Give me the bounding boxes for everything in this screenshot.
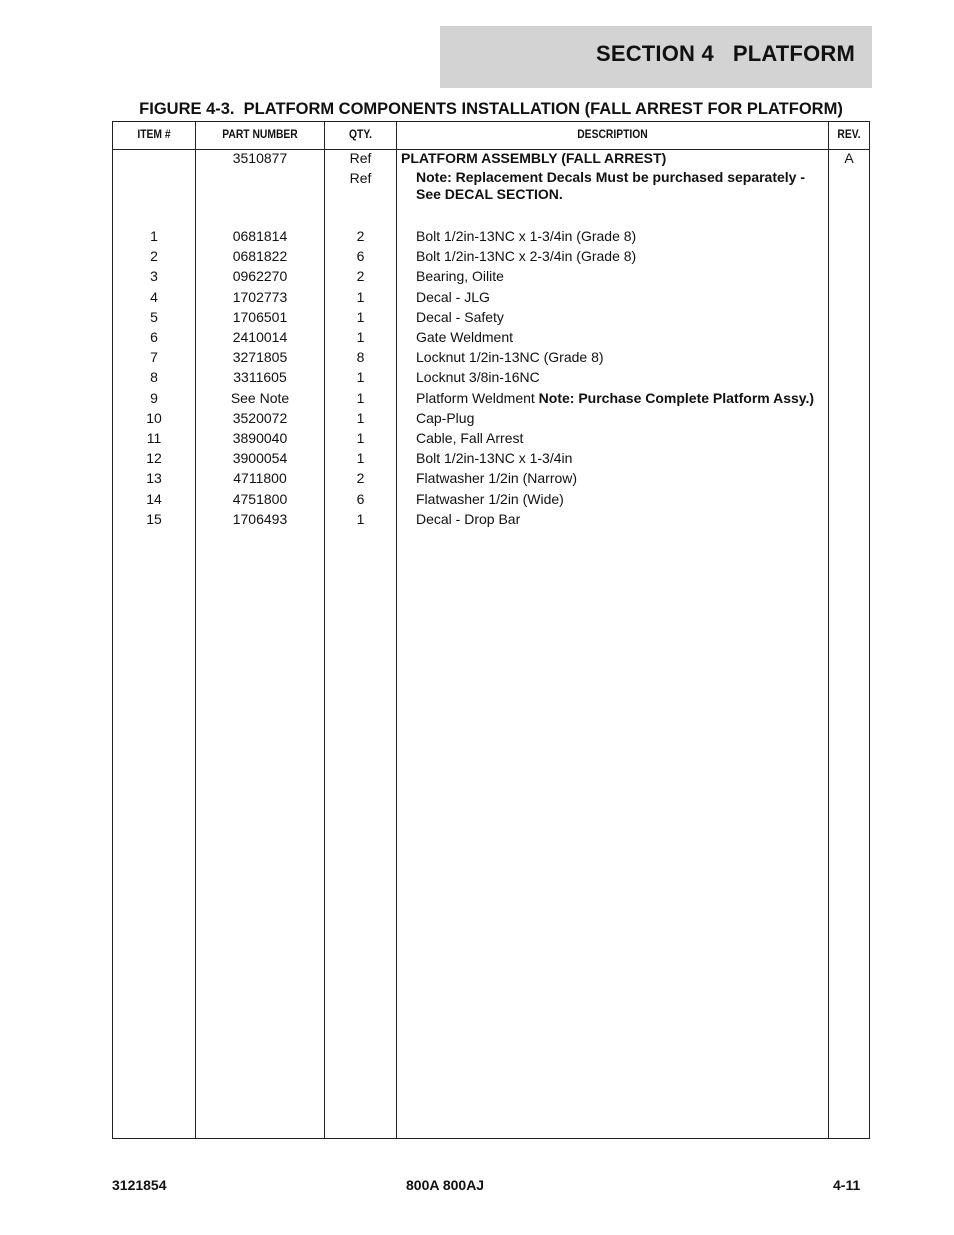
description-note: Note: Purchase Complete Platform Assy.) [538, 389, 815, 406]
item-number: 5 [150, 308, 158, 325]
description [416, 449, 826, 467]
item-number: 7 [150, 349, 158, 366]
description [416, 510, 826, 528]
quantity: 1 [356, 288, 365, 305]
table-row [113, 389, 869, 409]
quantity: 6 [356, 248, 365, 265]
description-text: Cable, Fall Arrest [416, 430, 524, 446]
description-text: Bearing, Oilite [416, 268, 504, 285]
quantity: 1 [356, 389, 365, 406]
table-row [113, 328, 869, 348]
item-number: 13 [146, 470, 162, 487]
item-number: 6 [150, 329, 158, 345]
description-text: Bolt 1/2in-13NC x 1-3/4in [416, 450, 573, 467]
table-row [113, 429, 869, 449]
quantity: 2 [356, 470, 365, 487]
description-text: Bolt 1/2in-13NC x 2-3/4in (Grade 8) [416, 248, 637, 265]
table-row [113, 449, 869, 469]
description [416, 288, 826, 306]
part-number: 0681814 [232, 228, 288, 244]
item-number: 1 [150, 228, 158, 244]
part-number: 3520072 [232, 409, 288, 426]
description [416, 328, 826, 346]
quantity: 6 [356, 490, 365, 507]
description [416, 429, 826, 447]
table-row [113, 510, 869, 530]
note-row [113, 169, 869, 209]
table-row [113, 288, 869, 308]
part-number: 3890040 [232, 430, 288, 446]
description-text: Locknut 3/8in-16NC [416, 369, 540, 386]
quantity: 1 [356, 450, 365, 467]
part-number: 0681822 [232, 248, 288, 265]
col-header-item: ITEM # [137, 127, 171, 141]
parts-table [112, 121, 870, 1139]
part-number: 3510877 [232, 150, 288, 166]
footer-model: 800A 800AJ [406, 1177, 485, 1193]
part-number: 1706501 [232, 308, 288, 325]
description [416, 267, 826, 285]
description-text: Locknut 1/2in-13NC (Grade 8) [416, 349, 604, 366]
item-number: 2 [150, 248, 158, 265]
quantity: 1 [356, 430, 365, 446]
section-title: SECTION 4 PLATFORM [595, 41, 855, 66]
part-number: 3900054 [232, 450, 288, 467]
part-number: 3271805 [232, 349, 288, 366]
quantity: 8 [356, 349, 365, 366]
description [416, 469, 826, 487]
item-number: 14 [146, 490, 162, 507]
part-number: See Note [230, 389, 290, 406]
description-text: Decal - Drop Bar [416, 510, 521, 527]
description-text: Cap-Plug [416, 409, 475, 426]
assembly-row [113, 149, 869, 169]
description-text: Flatwasher 1/2in (Narrow) [416, 470, 578, 487]
item-number: 4 [150, 288, 158, 305]
item-number: 15 [146, 510, 162, 527]
item-number: 9 [150, 389, 158, 406]
description [416, 227, 826, 245]
item-number: 10 [146, 409, 162, 426]
item-number: 3 [150, 268, 158, 285]
description [416, 409, 826, 427]
description [416, 389, 826, 407]
quantity: 1 [356, 510, 365, 527]
description-text: Platform Weldment [416, 389, 539, 406]
description: PLATFORM ASSEMBLY (FALL ARREST) [401, 150, 667, 166]
description [416, 308, 826, 326]
footer-manual-number: 3121854 [112, 1177, 167, 1193]
figure-title: FIGURE 4-3. PLATFORM COMPONENTS INSTALLATION (FALL ARREST FOR PLATFORM) [139, 100, 843, 118]
item-number: 11 [146, 430, 162, 446]
part-number: 0962270 [232, 268, 288, 285]
part-number: 1706493 [232, 510, 288, 527]
description-text: Decal - Safety [416, 308, 504, 325]
replacement-decal-note: Note: Replacement Decals Must be purchased separately - See DECAL SECTION. [416, 169, 806, 202]
part-number: 2410014 [232, 329, 288, 345]
description [416, 247, 826, 265]
part-number: 3311605 [233, 369, 287, 386]
quantity: 2 [356, 268, 365, 285]
table-row [113, 247, 869, 267]
description [416, 348, 826, 366]
table-row [113, 267, 869, 287]
table-row [113, 308, 869, 328]
quantity: 1 [356, 329, 365, 345]
footer-page-number: 4-11 [833, 1177, 861, 1193]
col-header-part-number: PART NUMBER [222, 127, 298, 141]
quantity: 2 [356, 228, 365, 244]
table-row [113, 227, 869, 247]
quantity: 1 [356, 369, 365, 386]
table-row [113, 368, 869, 388]
part-number: 1702773 [232, 288, 288, 305]
table-row [113, 469, 869, 489]
quantity: Ref [349, 150, 372, 166]
description [416, 490, 826, 508]
part-number: 4711800 [233, 470, 287, 487]
description [416, 368, 826, 386]
part-number: 4751800 [232, 490, 288, 507]
description-text: Decal - JLG [416, 288, 490, 305]
col-header-rev: REV. [837, 127, 861, 141]
item-number: 12 [146, 450, 162, 467]
quantity: 1 [356, 308, 365, 325]
description-text: Gate Weldment [416, 329, 514, 345]
table-row [113, 409, 869, 429]
table-row [113, 490, 869, 510]
quantity: Ref [349, 170, 372, 186]
col-header-qty: QTY. [349, 127, 372, 141]
item-number: 8 [150, 369, 158, 386]
quantity: 1 [356, 409, 365, 426]
section-banner [440, 26, 872, 88]
table-row [113, 348, 869, 368]
description-text: Bolt 1/2in-13NC x 1-3/4in (Grade 8) [416, 228, 637, 244]
description-text: Flatwasher 1/2in (Wide) [416, 490, 564, 507]
revision: A [844, 150, 854, 166]
col-header-description: DESCRIPTION [577, 127, 648, 141]
